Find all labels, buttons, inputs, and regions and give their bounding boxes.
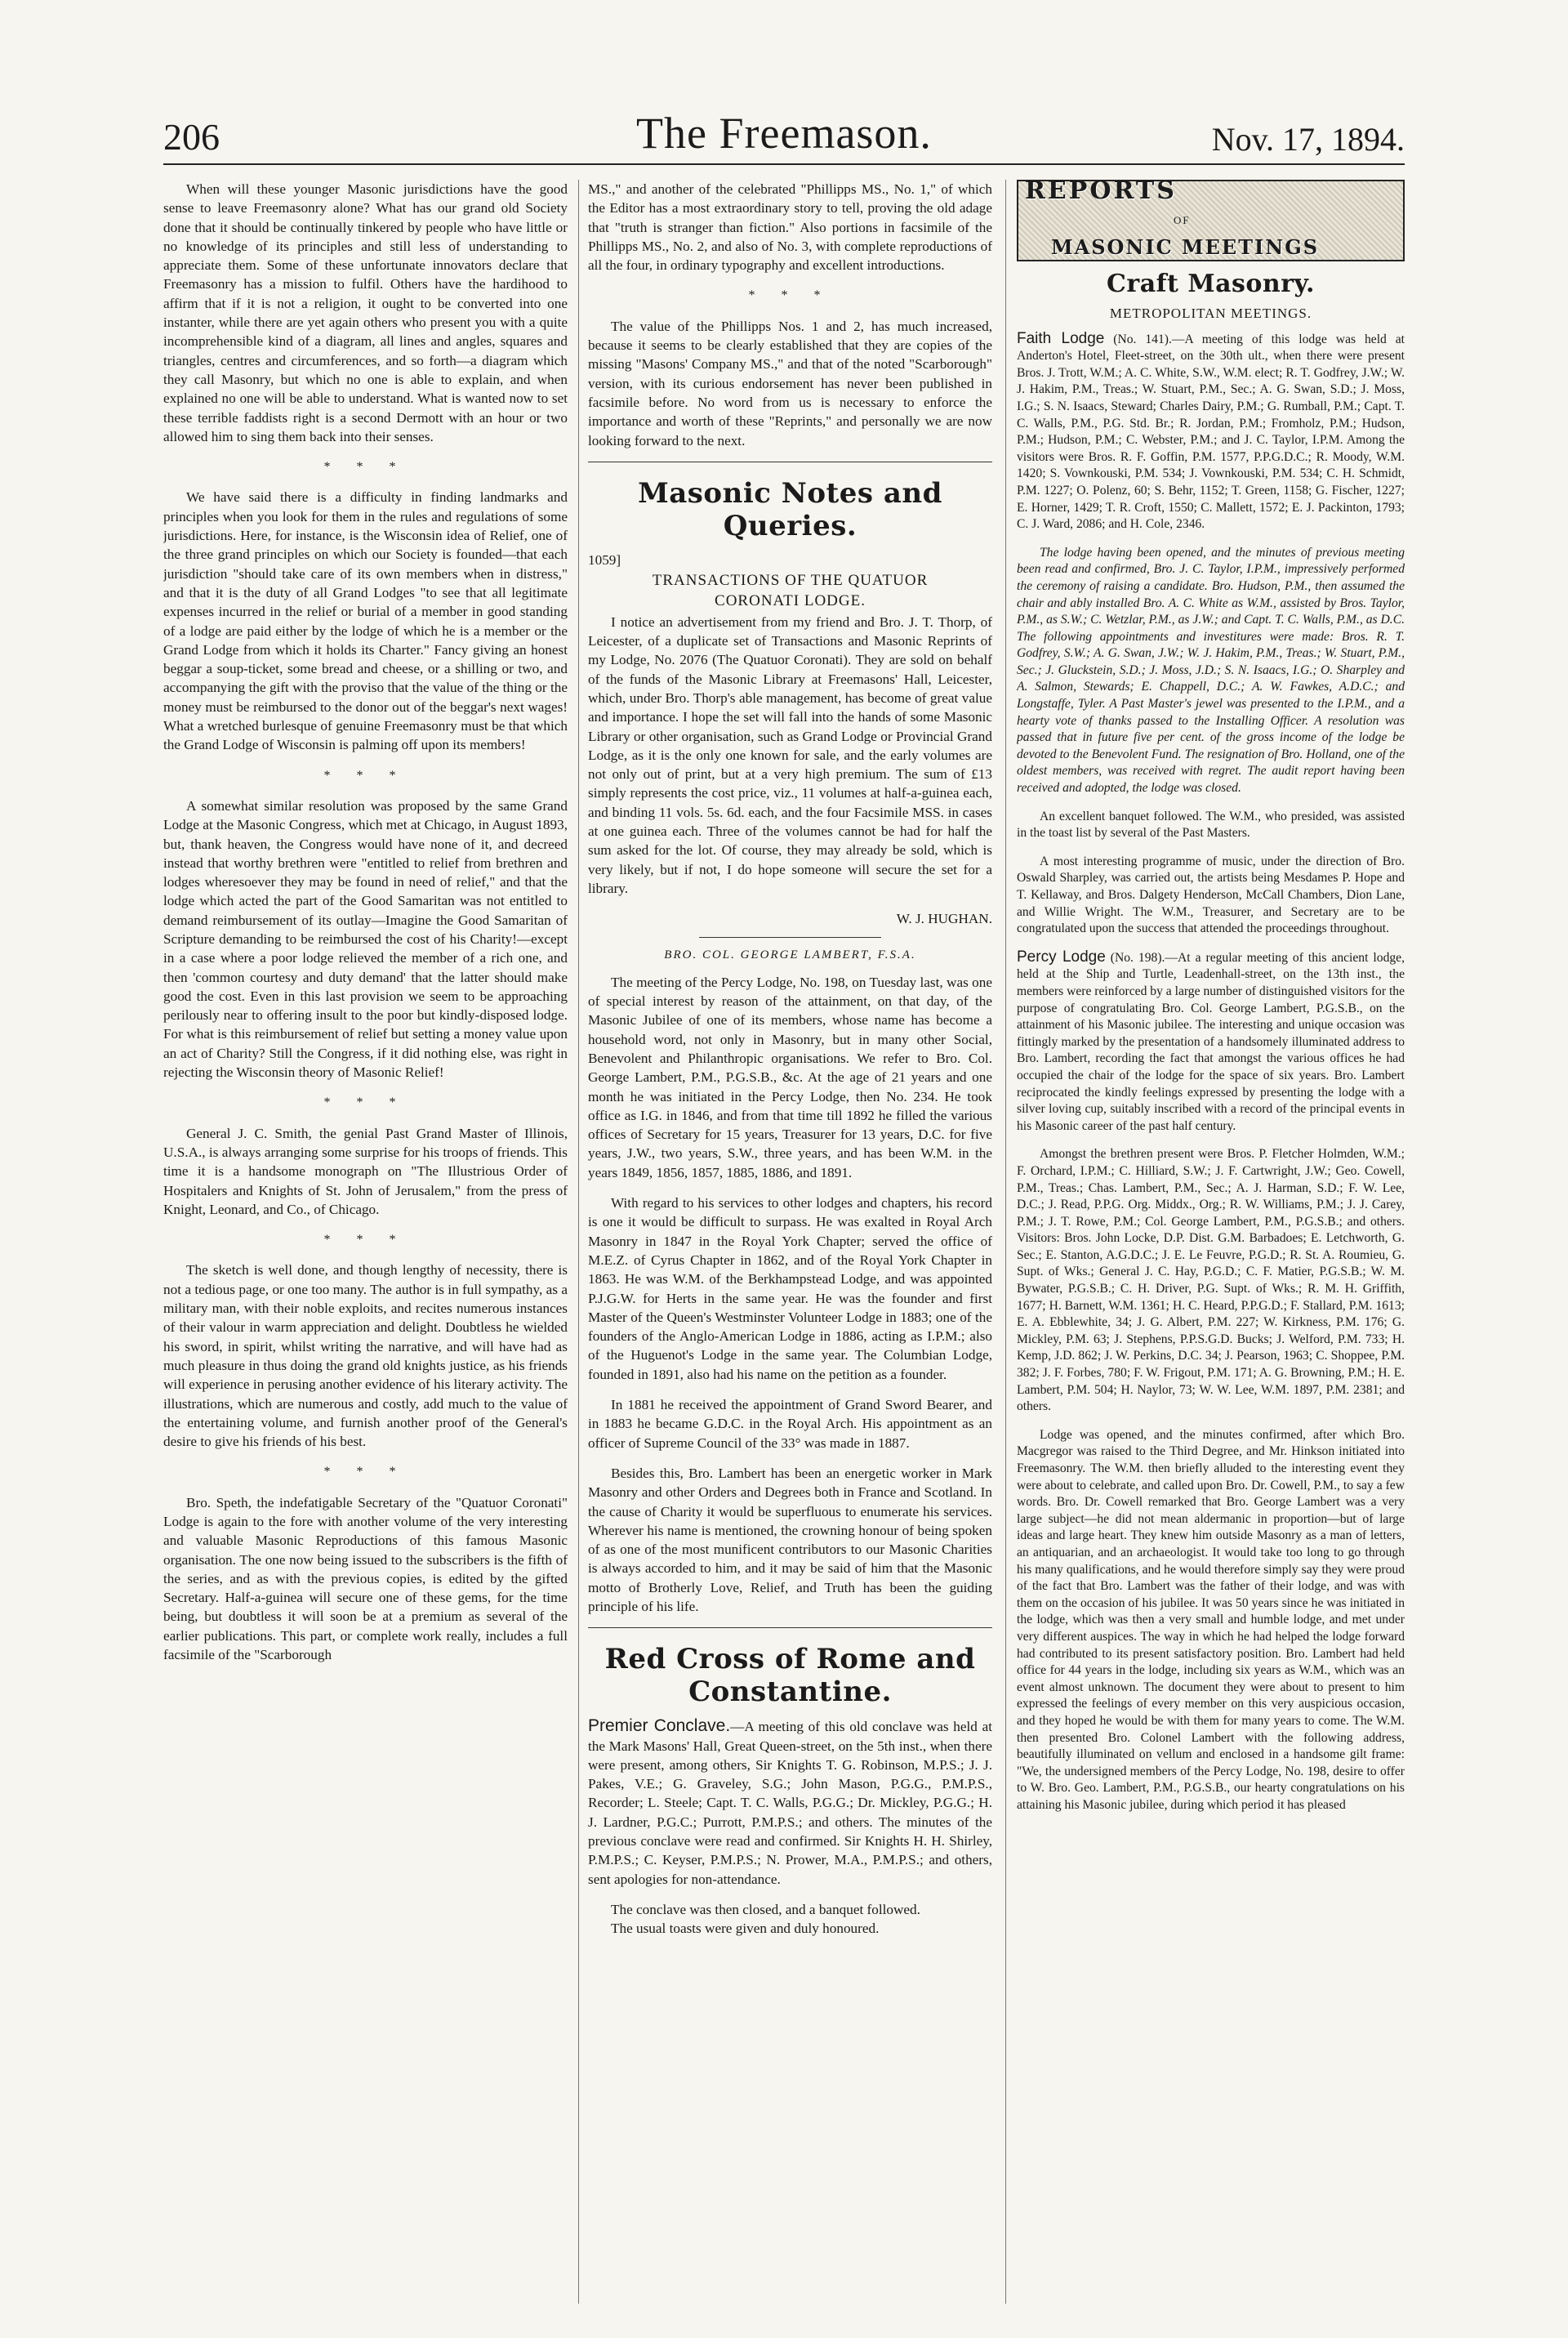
paragraph: With regard to his services to other lodges and chapters, his record is one it would be difficult to surpass. He was exalted in Royal Arch Masonry in 1847 in the Royal York Chapter; served the office of M.E.Z. of Cyrus Chapter in 1862, and of the Royal York Chapter in 1863. He was W.M. of the Berkhampstead Lodge, and was appointed P.J.G.W. for Herts in the same year. He was the founder and first Master of the Queen's Westminster Volunteer Lodge in 1883; one of the founders of the Anglo-American Lodge in 1886, acting as I.P.M.; also of the Huguenot's Lodge in the same year. The Columbian Lodge, founded in 1891, also had his name on the petition as a founder.	[588, 1195, 992, 1382]
paragraph: A most interesting programme of music, under the direction of Bro. Oswald Sharpley, was carried out, the artists being Mesdames P. Hope and T. Kellaway, and Bros. Dalgety Henderson, McCall Chambers, Dion Lane, and Willie Wright. The W.M., Treasurer, and Secretary are to be congratulated upon the success that attended the proceedings throughout.	[1017, 854, 1405, 936]
heading-line: Constantine.	[688, 1675, 892, 1709]
paragraph: An excellent banquet followed. The W.M., who presided, was assisted in the toast list by several of the Past Masters.	[1017, 809, 1405, 841]
paragraph: The sketch is well done, and though lengthy of necessity, there is not a tedious page, or one too many. The author is in full sympathy, as a military man, with their noble exploits, and recites numerous instances of their valour in warm appreciation and delight. Doubtless he wielded his sword, in spirit, whilst writing the narrative, and will have had as much pleasure in thus doing the grand old knights justice, as his friends will experience in perusing another evidence of his literary activity. The illustrations, which are numerous and costly, add much to the value of the entertaining volume, and furnish another proof of the General's desire to give his friends of his best.	[163, 1262, 568, 1450]
lodge-name: Percy Lodge	[1017, 948, 1106, 966]
query-number: 1059]	[588, 551, 621, 568]
paragraph: When will these younger Masonic jurisdictions have the good sense to leave Freemasonry alone? What has our grand old Society done that it should be continually tinkered by people who have little or no knowledge of its principles and still less of understanding to appreciate them. Some of these unfortunate innovators declare that Freemasonry has a mission to fulfil. Others have the hardihood to affirm that if it is not a religion, it ought to be converted into one instanter, while there are yet again others who present you with a quite incomprehensible kind of a diagram, all lines and angles, squares and triangles, centres and circumferences, and so forth—a diagram which they call Masonry, but which no one is able to explain, and when explained no one will be able to understand. What is wanted now to set these terrible faddists right is a second Dermott with an hour or two allowed him to sing them back into their senses.	[163, 181, 568, 444]
query-title: TRANSACTIONS OF THE QUATUOR	[652, 572, 929, 590]
paragraph: We have said there is a difficulty in finding landmarks and principles when you look for them in the rules and regulations of some jurisdictions. Here, for instance, is the Wisconsin idea of Relief, one of the three grand principles on which our Society is founded—that each jurisdiction "should take care of its own members when in distress," and that it is the duty of all Grand Lodges "to see that all legitimate expenses incurred in the relief or burial of a member in good standing of a lodge are paid either by the lodge of which he is a member or the Grand Lodge from which it holds its Charter." Fancy giving an honest beggar a soup-ticket, some bread and cheese, or a shilling or two, and accompanying the gift with the proviso that the value of the thing or the money must be reimbursed to the donor out of the beggar's next wages! What a wretched burlesque of genuine Freemasonry must be that which the Grand Lodge of Wisconsin is palming off upon its members!	[163, 489, 568, 753]
article-heading: BRO. COL. GEORGE LAMBERT, F.S.A.	[664, 948, 916, 962]
query-title-line-2: CORONATI LODGE.	[715, 592, 866, 610]
paragraph: MS.," and another of the celebrated "Phillipps MS., No. 1," of which the Editor has a most extraordinary story to tell, proving the old adage that "truth is stranger than fiction." Also portions in facsimile of the Phillipps MS., No. 2, and also of No. 3, with complete reproductions of all the four, in ordinary typography and excellent introductions.	[588, 181, 992, 274]
paragraph: Bro. Speth, the indefatigable Secretary of the "Quatuor Coronati" Lodge is again to the fore with another volume of the very interesting and valuable Masonic Reproductions of this famous Masonic organisation. The one now being issued to the subscribers is the fifth of the series, and as with the previous copies, is edited by the gifted Secretary. Half-a-guinea will secure one of these gems, for the time being, but doubtless it will soon be at a premium as several of the earlier publications. This part, or complete work really, includes a full facsimile of the "Scarborough	[163, 1494, 568, 1663]
section-stars: * * *	[323, 768, 408, 783]
issue-date: Nov. 17, 1894.	[1211, 121, 1405, 158]
section-rule	[699, 937, 881, 938]
page-number: 206	[163, 116, 220, 158]
section-stars: * * *	[323, 1233, 408, 1247]
column-2	[588, 180, 992, 2320]
section-heading-red-cross	[588, 1643, 992, 1708]
paragraph: Lodge was opened, and the minutes confirmed, after which Bro. Macgregor was raised to the Third Degree, and Mr. Hinkson initiated into Freemasonry. The W.M. then briefly alluded to the interesting event they were about to celebrate, and called upon Bro. Dr. Cowell, P.M., to say a few words. Bro. Dr. Cowell remarked that Bro. George Lambert was a very large subject—he did not mean aldermanic in proportion—but of large ideas and large heart. They knew him outside Masonry as a man of letters, an antiquarian, and an archaeologist. It would take too long to go through his many qualifications, and he would therefore simply say they were proud of the fact that Bro. Lambert was the father of their lodge, and was with them on the occasion of his jubilee. It was 50 years since he was initiated in the lodge, which was then a very small and humble lodge, and met under very different auspices. The way in which he had helped the lodge forward had contributed to its present satisfactory position. Bro. Lambert had held office for 44 years in the lodge, including six years as W.M., which was an event almost unknown. The document they were about to present to him expressed the feelings of every member on this very auspicious occasion, and they hoped he would be with them for many years to come. The W.M. then presented Bro. Colonel Lambert with the following address, beautifully illuminated on vellum and enclosed in a handsome gilt frame: "We, the undersigned members of the Percy Lodge, No. 198, desire to offer to W. Bro. Geo. Lambert, P.M., P.G.S.B., our hearty congratulations on his attaining his Masonic jubilee, during which period it has pleased	[1017, 1427, 1405, 1812]
report-text: (No. 198).—At a regular meeting of this ancient lodge, held at the Ship and Turtle, Leadenhall-street, on the 13th inst., the members were reinforced by a large number of distinguished visitors for the purpose of congratulating Bro. Col. George Lambert, P.G.S.B., on the attainment of his Masonic jubilee. The interesting and unique occasion was fittingly marked by the presentation of a handsomely illuminated address to Bro. Lambert, recording the fact that amongst the various offices he had occupied the chair of the lodge for the space of six years. Bro. Lambert reciprocated the kindly feelings expressed by presenting the lodge with a silver loving cup, suitably inscribed with a record of the principal events in his Masonic career of the past half century.	[1017, 950, 1405, 1133]
author-signature: W. J. HUGHAN.	[896, 911, 992, 927]
paragraph: A somewhat similar resolution was proposed by the same Grand Lodge at the Masonic Congress, which met at Chicago, in August 1893, but, thank heaven, the Congress would have none of it, and decreed instead that worthy brethren were "entitled to relief from brethren and lodges wheresoever they may be found in need of relief," and that the lodge which acted the part of the Good Samaritan was not entitled to demand reimbursement of its outlay—Imagine the Good Samaritan of Scripture demanding to be reimbursed the cost of his Charity!—except in a case where a poor lodge relieved the member of a rich one, and then 'common courtesy and duty demand' that the latter should make good the cost. Even in this last provision we seem to be approaching perilously near to offering insult to the poor but kindly-disposed lodge. For what is this reimbursement of relief but setting a money value upon an act of Charity? Still the Congress, if it did nothing else, was right in rejecting the Wisconsin theory of Masonic Relief!	[163, 797, 568, 1081]
section-rule	[588, 1627, 992, 1628]
section-stars: * * *	[323, 1095, 408, 1110]
banner-title: REPORTS	[1025, 180, 1177, 205]
paragraph: The lodge having been opened, and the minutes of previous meeting been read and confirmed, Bro. J. C. Taylor, I.P.M., impressively performed the ceremony of raising a candidate. Bro. Hudson, P.M., then assumed the chair and ably installed Bro. A. C. White as W.M., assisted by Bros. Taylor, P.M., as S.W.; C. Wetzlar, P.M., as J.W.; and Capt. T. C. Walls, P.M., as D.C. The following appointments and investitures were made: Bros. R. T. Godfrey, S.W.; A. G. Swan, J.W.; W. J. Hakim, P.M., Treas.; W. Stuart, P.M., Sec.; J. Gluckstein, S.D.; J. Moss, J.D.; S. N. Isaacs, I.G.; O. Sharpley and A. Salmon, Stewards; E. Chappell, D.C.; A. W. Fawkes, A.D.C.; and Longstaffe, Tyler. A Past Master's jewel was presented to the I.P.M., and a hearty vote of thanks passed to the Installing Officer. A resolution was passed that in future five per cent. of the gross income of the lodge be devoted to the Benevolent Fund. The resignation of Bro. Holland, one of the oldest members, was received with regret. The audit report having been received and adopted, the lodge was closed.	[1017, 545, 1405, 796]
section-heading-craft-masonry: Craft Masonry.	[1107, 270, 1315, 298]
banner-subtitle: MASONIC MEETINGS	[1051, 235, 1320, 260]
section-stars: * * *	[323, 1465, 408, 1479]
newspaper-title: The Freemason.	[636, 109, 932, 158]
paragraph	[1017, 949, 1405, 1136]
reports-banner	[1017, 180, 1405, 261]
paragraph: Amongst the brethren present were Bros. P. Fletcher Holmden, W.M.; F. Orchard, I.P.M.; C. Hilliard, S.W.; J. F. Cartwright, J.W.; Geo. Cowell, P.M., Treas.; Chas. Lambert, P.M., Sec.; A. J. Harman, S.D.; F. W. Lee, D.C.; J. Read, P.P.G. Org. Middx., Org.; R. W. Williams, P.M.; J. J. Carey, P.M.; J. T. Rowe, P.M.; Col. George Lambert, P.M., P.G.S.B.; and others. Visitors: Bros. John Locke, D.P. Dist. G.M. Barbadoes; E. Letchworth, G. Sec.; E. Stanton, A.G.D.C.; J. E. Le Feuvre, P.G.D.; R. St. A. Roumieu, G. Supt. of Wks.; General J. C. Hay, P.G.D.; C. F. Matier, P.G.S.B.; W. M. Bywater, P.G.S.B.; C. H. Driver, P.G. Supt. of Wks.; R. M. H. Griffith, 1677; H. Barnett, W.M. 1361; H. C. Heard, P.P.G.D.; F. Stallard, P.M. 1613; E. A. Ebblewhite, 34; J. G. Albert, P.M. 227; W. Kirkness, P.M. 176; G. Mickley, P.M. 63; J. Stephens, P.P.S.G.D. Bucks; J. Welford, P.M. 733; H. Kemp, J.D. 862; J. W. Perkins, D.C. 34; J. Pearson, 1963; C. Shoppee, P.M. 382; J. F. Forbes, 780; F. W. Frigout, P.M. 171; A. G. Browning, P.M.; H. E. Lambert, P.M. 504; H. Naylor, 73; W. W. Lee, W.M. 1897, P.M. 2381; and others.	[1017, 1147, 1405, 1414]
section-heading-notes-queries: Masonic Notes and Queries.	[638, 476, 942, 542]
banner-of: OF	[1174, 214, 1191, 226]
paragraph	[1017, 331, 1405, 533]
section-stars: * * *	[323, 460, 408, 475]
section-stars: * * *	[748, 288, 832, 303]
column-divider	[1005, 180, 1006, 2304]
column-3	[1017, 180, 1405, 2320]
report-text: —A meeting of this old conclave was held at the Mark Masons' Hall, Great Queen-street, on the 5th inst., when there were present, among others, Sir Knights T. G. Robinson, M.P.S.; J. J. Pakes, V.E.; G. Graveley, S.G.; John Mason, P.G.G., P.M.P.S., Recorder; L. Steele; Capt. T. C. Walls, P.G.G.; Dr. Mickley, P.G.G.; H. J. Lardner, P.G.C.; Purrott, P.M.P.S.; and others. The minutes of the previous conclave were read and confirmed. Sir Knights H. H. Shirley, P.M.P.S.; C. Keyser, P.M.P.S.; N. Prower, M.A., P.M.P.S.; and others, sent apologies for non-attendance.	[588, 1719, 992, 1887]
paragraph: The meeting of the Percy Lodge, No. 198, on Tuesday last, was one of special interest by reason of the attainment, on that day, of the Masonic Jubilee of one of its members, whose name has become a household word, not only in Masonry, but in many other Social, Benevolent and Philanthropic organisations. We refer to Bro. Col. George Lambert, P.M., P.G.S.B., &c. At the age of 21 years and one month he was initiated in the Percy Lodge, then No. 234. He took office as I.G. in 1846, and from that time till 1892 he filled the various offices of Secretary for 15 years, Treasurer for 13 years, D.C. for five years, J.W., two years, S.W., three years, and has been W.M. in the years 1849, 1856, 1857, 1885, 1886, and 1891.	[588, 974, 992, 1180]
paragraph: In 1881 he received the appointment of Grand Sword Bearer, and in 1883 he became G.D.C. in the Royal Arch. His appointment as an officer of Supreme Council of the 33° was made in 1887.	[588, 1397, 992, 1451]
lodge-name: Faith Lodge	[1017, 329, 1105, 347]
section-subheading: METROPOLITAN MEETINGS.	[1109, 306, 1312, 321]
paragraph: General J. C. Smith, the genial Past Grand Master of Illinois, U.S.A., is always arranging some surprise for his troops of friends. This time it is a handsome monograph on "The Illustrious Order of Hospitalers and Knights of St. John of Jerusalem," from the press of Knight, Leonard, and Co., of Chicago.	[163, 1125, 568, 1217]
closing-line: The conclave was then closed, and a banquet followed.	[611, 1901, 920, 1917]
column-1	[163, 180, 568, 2320]
page-header	[163, 106, 1405, 165]
column-divider	[578, 180, 579, 2304]
report-text: (No. 141).—A meeting of this lodge was held at Anderton's Hotel, Fleet-street, on the 30th ult., when there were present Bros. J. Trott, W.M.; A. C. White, S.W., W.M. elect; R. T. Godfrey, J.W.; W. J. Hakim, P.M., Treas.; W. Stuart, P.M., Sec.; A. G. Swan, S.D.; J. Moss, I.G.; S. N. Isaacs, Steward; Charles Dairy, P.M.; G. Rumball, P.M.; Capt. T. C. Walls, P.M., P.G. Std. Br.; R. Jordan, P.M.; Fromholz, P.M.; Hudson, P.M.; Hudson, P.M.; C. Webster, P.M.; and J. C. Taylor, I.P.M. Among the visitors were Bros. R. F. Goffin, P.M. 1577, P.P.G.D.C.; R. Moody, W.M. 1420; S. Vownkouski, P.M. 534; J. Vownkouski, P.M. 534; C. H. Schmidt, P.M. 1227; O. Polenz, 60; S. Behr, 1152; T. Green, 1158; G. Fischer, 1227; E. Horner, 1429; T. R. Croft, 1550; C. Mallett, 1572; E. J. Packinton, 1793; C. J. Ward, 2086; and H. Cole, 2346.	[1017, 332, 1405, 532]
paragraph	[588, 1716, 992, 1889]
lodge-name: Premier Conclave.	[588, 1716, 731, 1736]
closing-line: The usual toasts were given and duly honoured.	[611, 1921, 880, 1937]
paragraph: The value of the Phillipps Nos. 1 and 2, has much increased, because it seems to be clearly established that they are copies of the missing "Masons' Company MS.," and that of the noted "Scarborough" version, with its curious endorsement has never been published in facsimile before. No word from us is necessary to enforce the importance and worth of these "Reprints," and personally we are now looking forward to the next.	[588, 318, 992, 448]
paragraph: I notice an advertisement from my friend and Bro. J. T. Thorp, of Leicester, of a duplicate set of Transactions and Masonic Reprints of my Lodge, No. 2076 (The Quatuor Coronati). They are sold on behalf of the funds of the Masonic Library at Freemasons' Hall, Leicester, which, under Bro. Thorp's able management, has become of great value and importance. I hope the set will fall into the hands of some Masonic Library or other organisation, such as Grand Lodge or Provincial Grand Lodge, as it is the only one known for sale, and the early volumes are not only out of print, but at a very high premium. The sum of £13 simply represents the cost price, viz., 11 volumes at half-a-guinea each, and binding 11 vols. 5s. 6d. each, and the four Facsimile MSS. in cases at one guinea each. Three of the volumes cannot be had for half the sum asked for the lot. Of course, they may already be sold, which is very likely, but if not, I do hope someone will secure the set for a library.	[588, 614, 992, 896]
heading-line: Red Cross of Rome and	[604, 1643, 976, 1676]
paragraph: Besides this, Bro. Lambert has been an energetic worker in Mark Masonry and other Orders and Degrees both in France and Scotland. In the cause of Charity it would be superfluous to enumerate his services. Wherever his name is mentioned, the crowning honour of being spoken of as one of the most munificent contributors to our Masonic Charities is always accorded to him, and it may be said of him that the Masonic motto of Brotherly Love, Relief, and Truth has been the guiding principle of his life.	[588, 1465, 992, 1614]
